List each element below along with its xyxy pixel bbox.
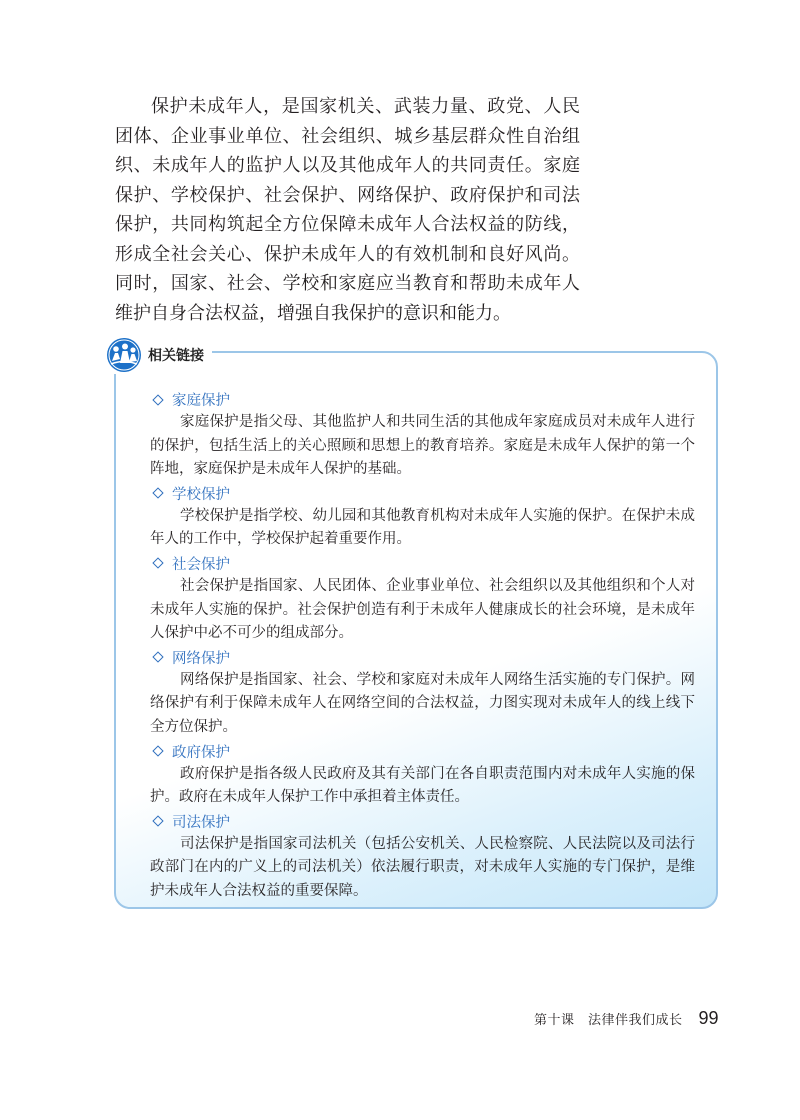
section-body: 学校保护是指学校、幼儿园和其他教育机构对未成年人实施的保护。在保护未成年人的工作中，学校保护起着重要作用。	[150, 507, 695, 548]
related-link-title: 相关链接	[148, 348, 204, 364]
section-heading: 家庭保护	[172, 393, 230, 409]
section-body: 家庭保护是指父母、其他监护人和共同生活的其他成年家庭成员对未成年人进行的保护，包括生活上的关心照顾和思想上的教育培养。家庭是未成年人保护的第一个阵地，家庭保护是未成年人保护的基础。	[150, 414, 695, 478]
section-heading: 政府保护	[172, 744, 230, 761]
diamond-bullet-icon	[152, 745, 163, 756]
section-school-protection	[150, 482, 695, 552]
diamond-bullet-icon	[152, 394, 163, 405]
section-body: 社会保护是指国家、人民团体、企业事业单位、社会组织以及其他组织和个人对未成年人实施的保护。社会保护创造有利于未成年人健康成长的社会环境，是未成年人保护中必不可少的组成部分。	[150, 577, 695, 642]
lesson-title: 第十课 法律伴我们成长	[534, 1013, 683, 1028]
diamond-bullet-icon	[152, 652, 163, 663]
section-heading: 学校保护	[172, 486, 230, 503]
section-body: 政府保护是指各级人民政府及其有关部门在各自职责范围内对未成年人实施的保护。政府在未成年人保护工作中承担着主体责任。	[150, 765, 695, 806]
section-body: 司法保护是指国家司法机关（包括公安机关、人民检察院、人民法院以及司法行政部门在内的广义上的司法机关）依法履行职责，对未成年人实施的专门保护，是维护未成年人合法权益的重要保障。	[150, 835, 695, 899]
related-link-content	[150, 388, 695, 904]
intro-paragraph: 保护未成年人，是国家机关、武装力量、政党、人民团体、企业事业单位、社会组织、城乡基层群众性自治组织、未成年人的监护人以及其他成年人的共同责任。家庭保护、学校保护、社会保护、网络保护、政府保护和司法保护，共同构筑起全方位保障未成年人合法权益的防线，形成全社会关心、保护未成年人的有效机制和良好风尚。同时，国家、社会、学校和家庭应当教育和帮助未成年人维护自身合法权益，增强自我保护的意识和能力。	[115, 96, 580, 324]
section-family-protection	[150, 388, 695, 482]
diamond-bullet-icon	[152, 488, 163, 499]
section-network-protection	[150, 646, 695, 740]
diamond-bullet-icon	[152, 558, 163, 569]
page-number: 99	[698, 1008, 719, 1028]
section-body: 网络保护是指国家、社会、学校和家庭对未成年人网络生活实施的专门保护。网络保护有利于保障未成年人在网络空间的合法权益，力图实现对未成年人的线上线下全方位保护。	[150, 671, 695, 735]
section-heading: 社会保护	[172, 556, 230, 573]
diamond-bullet-icon	[152, 816, 163, 827]
section-heading: 网络保护	[172, 650, 230, 667]
related-link-header	[106, 336, 212, 374]
section-government-protection	[150, 740, 695, 810]
page-footer	[534, 1008, 719, 1034]
section-judicial-protection	[150, 810, 695, 904]
people-link-icon	[106, 337, 142, 373]
section-heading: 司法保护	[172, 814, 230, 831]
section-social-protection	[150, 552, 695, 646]
